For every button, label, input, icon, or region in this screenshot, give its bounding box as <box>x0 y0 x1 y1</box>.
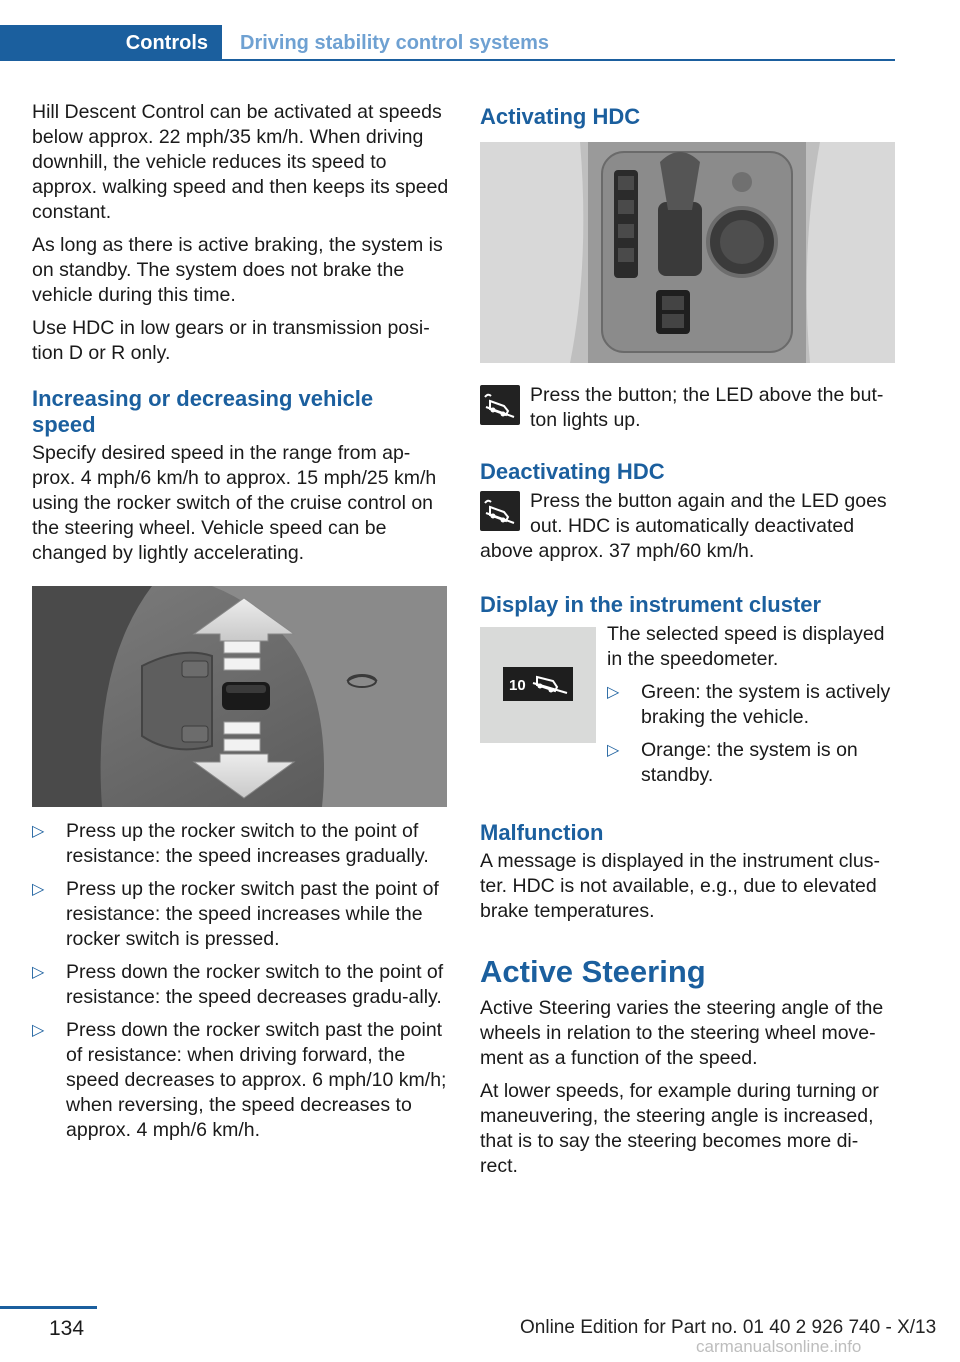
hdc-button-icon <box>480 385 520 425</box>
center-console-image <box>480 142 895 363</box>
edition-text: Online Edition for Part no. 01 40 2 926 740 - X/13 <box>520 1317 937 1338</box>
instrument-cluster-display-image <box>480 627 596 743</box>
deactivating-heading: Deactivating HDC <box>480 459 665 484</box>
steering-wheel-rocker-switch-image <box>32 586 447 807</box>
intro-paragraph: Use HDC in low gears or in transmission posi-tion D or R only. <box>32 317 430 364</box>
display-bullet-list <box>607 680 896 788</box>
active-steering-heading: Active Steering <box>480 954 706 989</box>
hdc-display-symbol <box>503 667 573 701</box>
speed-text: Specify desired speed in the range from ap-prox. 4 mph/6 km/h to approx. 15 mph/25 km/h using the rocker switch of the cruise control on the steering wheel. Vehicle speed can be changed by lightly accelerating. <box>32 442 437 564</box>
deactivating-text: Press the button again and the LED goes out. HDC is automatically deactivated above approx. 37 mph/60 km/h. <box>480 490 887 562</box>
triangle-bullet-icon: ▷ <box>32 1022 45 1039</box>
right-column <box>480 104 896 1187</box>
active-steering-paragraph: At lower speeds, for example during turning or maneuvering, the steering angle is increased, that is to say the steering becomes more di-rect. <box>480 1080 879 1177</box>
display-heading: Display in the instrument cluster <box>480 592 822 617</box>
triangle-bullet-icon: ▷ <box>607 684 620 701</box>
list-item: ▷ Green: the system is actively braking the vehicle. <box>607 681 891 728</box>
watermark[interactable]: carmanualsonline.info <box>696 1337 862 1356</box>
section-tab[interactable]: Controls <box>0 25 222 61</box>
triangle-bullet-icon: ▷ <box>32 823 45 840</box>
list-item: ▷ Press down the rocker switch past the point of resistance: when driving forward, the speed decreases to approx. 6 mph/10 km/h; when reversing, the speed decreases to approx. 4 mph/6 km/h. <box>32 1019 447 1141</box>
hill-descent-car-icon <box>480 491 520 531</box>
hill-descent-car-icon <box>531 667 571 701</box>
activating-instruction <box>480 383 896 433</box>
hdc-speed-value: 10 <box>509 677 526 694</box>
activating-heading: Activating HDC <box>480 104 641 129</box>
chapter-title[interactable]: Driving stability control systems <box>240 32 549 54</box>
header-rule <box>222 59 895 61</box>
list-item: ▷ Press up the rocker switch past the point of resistance: the speed increases while the rocker switch is pressed. <box>32 878 439 950</box>
display-section <box>480 622 896 802</box>
page-number: 134 <box>49 1317 85 1340</box>
hdc-button-icon <box>480 491 520 531</box>
triangle-bullet-icon: ▷ <box>32 964 45 981</box>
list-item: ▷ Orange: the system is on standby. <box>607 739 858 786</box>
triangle-bullet-icon: ▷ <box>32 881 45 898</box>
triangle-bullet-icon: ▷ <box>607 742 620 759</box>
center-console-illustration <box>480 142 895 363</box>
malfunction-text: A message is displayed in the instrument clus-ter. HDC is not available, e.g., due to elevated brake temperatures. <box>480 850 880 922</box>
intro-paragraph: Hill Descent Control can be activated at speeds below approx. 22 mph/35 km/h. When driving downhill, the vehicle reduces its speed to approx. walking speed and then keeps its speed constant. <box>32 101 449 223</box>
display-text: The selected speed is displayed in the speedometer. <box>607 623 885 670</box>
list-item: ▷ Press up the rocker switch to the point of resistance: the speed increases gradually. <box>32 820 429 867</box>
footer-rule <box>0 1306 97 1309</box>
deactivating-instruction <box>480 489 896 564</box>
intro-paragraph: As long as there is active braking, the system is on standby. The system does not brake the vehicle during this time. <box>32 234 443 306</box>
malfunction-heading: Malfunction <box>480 820 604 845</box>
speed-heading: Increasing or decreasing vehicle speed <box>32 386 374 437</box>
hill-descent-car-icon <box>480 385 520 425</box>
list-item: ▷ Press down the rocker switch to the point of resistance: the speed decreases gradu-ally. <box>32 961 444 1008</box>
left-column <box>32 100 450 1151</box>
activating-text: Press the button; the LED above the but-ton lights up. <box>530 384 884 431</box>
rocker-switch-bullet-list <box>32 819 450 1143</box>
steering-wheel-illustration <box>32 586 447 807</box>
active-steering-paragraph: Active Steering varies the steering angle of the wheels in relation to the steering wheel move-ment as a function of the speed. <box>480 997 884 1069</box>
page-header <box>0 25 895 61</box>
